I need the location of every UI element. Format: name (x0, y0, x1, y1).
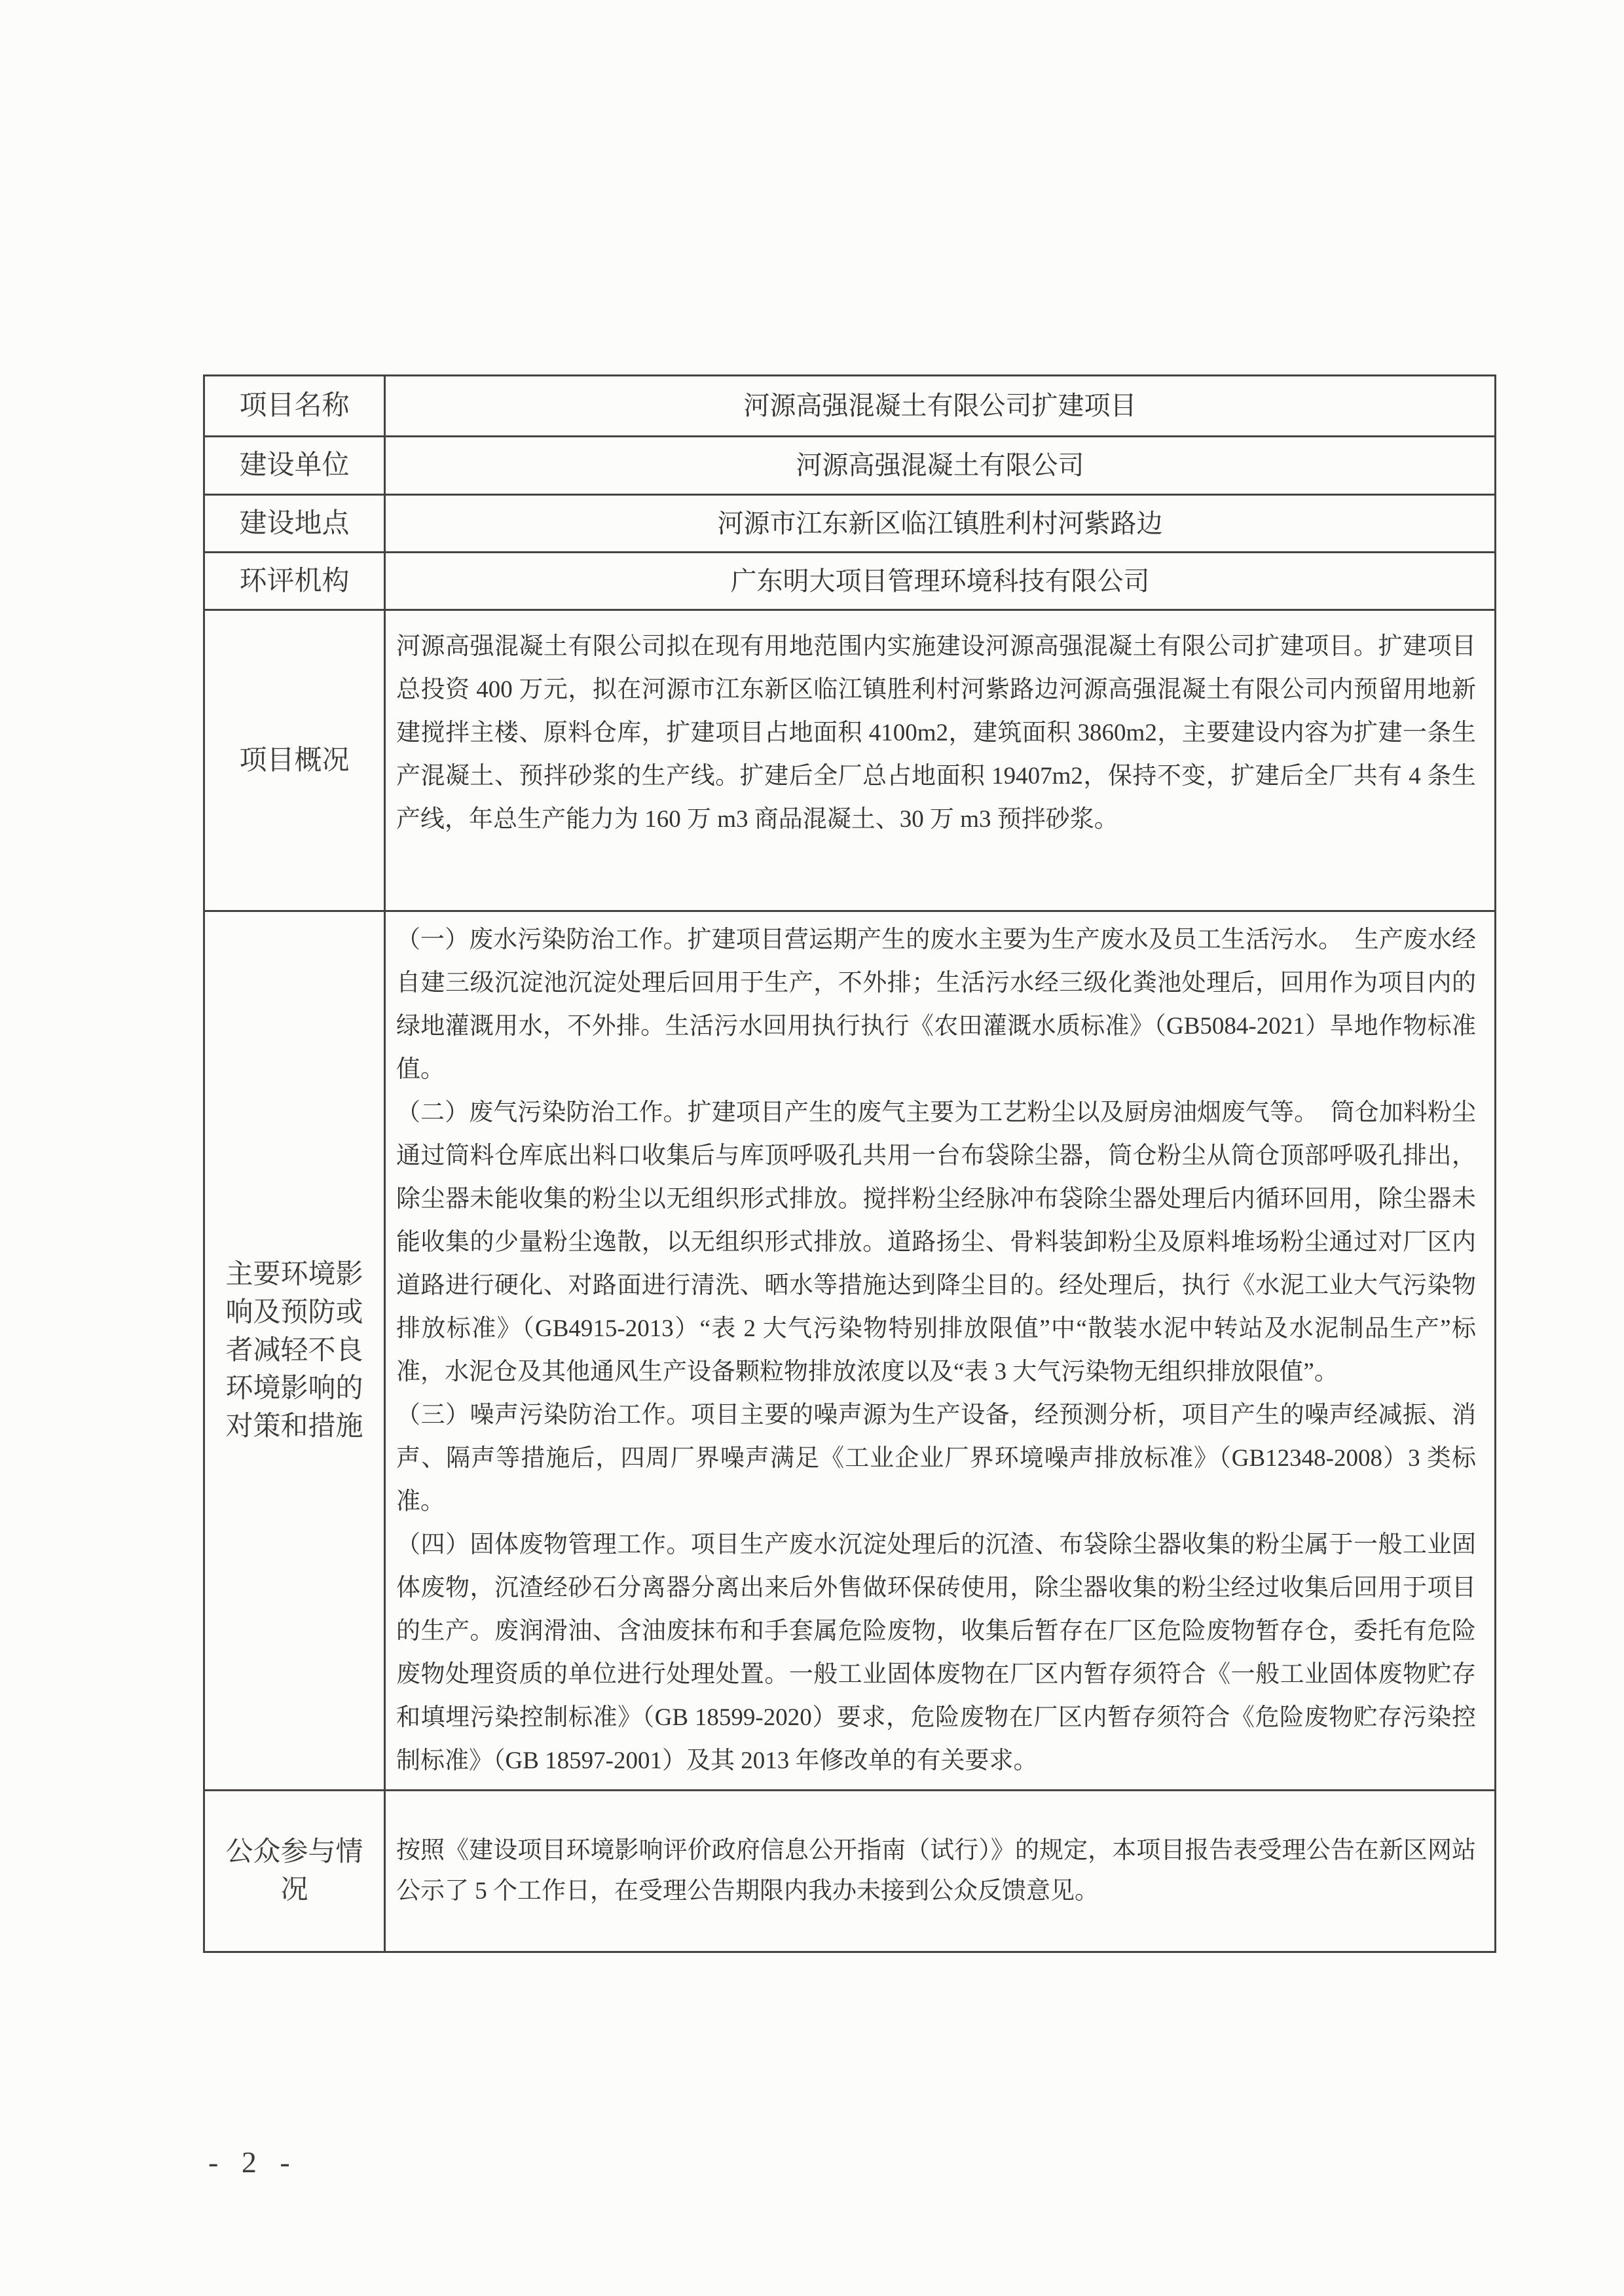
page-number: - 2 - (208, 2145, 298, 2179)
row-label-environment-measures: 主要环境影响及预防或者减轻不良环境影响的对策和措施 (204, 911, 385, 1791)
row-label-construction-site: 建设地点 (204, 495, 385, 553)
table-row-public-participation (204, 1791, 1496, 1952)
environment-measures-text (385, 911, 1496, 1791)
measure-paragraph-wastewater: （一）废水污染防治工作。扩建项目营运期产生的废水主要为生产废水及员工生活污水。 生产废水经自建三级沉淀池沉淀处理后回用于生产，不外排；生活污水经三级化粪池处理后，回用作为项目内的绿地灌溉用水，不外排。生活污水回用执行执行《农田灌溉水质标准》（GB5084-2021）旱地作物标准值。 (396, 926, 1476, 1083)
row-label-project-overview: 项目概况 (204, 610, 385, 911)
row-value-project-name: 河源高强混凝土有限公司扩建项目 (385, 376, 1496, 437)
row-label-public-participation: 公众参与情况 (204, 1791, 385, 1952)
row-value-construction-site: 河源市江东新区临江镇胜利村河紫路边 (385, 495, 1496, 553)
row-label-project-name: 项目名称 (204, 376, 385, 437)
table-row-construction-unit (204, 437, 1496, 495)
measure-paragraph-solid-waste: （四）固体废物管理工作。项目生产废水沉淀处理后的沉渣、布袋除尘器收集的粉尘属于一般工业固体废物，沉渣经砂石分离器分离出来后外售做环保砖使用，除尘器收集的粉尘经过收集后回用于项目的生产。废润滑油、含油废抹布和手套属危险废物，收集后暂存在厂区危险废物暂存仓，委托有危险废物处理资质的单位进行处理处置。一般工业固体废物在厂区内暂存须符合《一般工业固体废物贮存和填埋污染控制标准》（GB 18599-2020）要求，危险废物在厂区内暂存须符合《危险废物贮存污染控制标准》（GB 18597-2001）及其 2013 年修改单的有关要求。 (396, 1531, 1476, 1774)
measure-paragraph-exhaust-gas: （二）废气污染防治工作。扩建项目产生的废气主要为工艺粉尘以及厨房油烟废气等。 筒仓加料粉尘通过筒料仓库底出料口收集后与库顶呼吸孔共用一台布袋除尘器，筒仓粉尘从筒仓顶部呼吸孔排出，除尘器未能收集的粉尘以无组织形式排放。搅拌粉尘经脉冲布袋除尘器处理后内循环回用，除尘器未能收集的少量粉尘逸散，以无组织形式排放。道路扬尘、骨料装卸粉尘及原料堆场粉尘通过对厂区内道路进行硬化、对路面进行清洗、晒水等措施达到降尘目的。经处理后，执行《水泥工业大气污染物排放标准》（GB4915-2013）“表 2 大气污染物特别排放限值”中“散装水泥中转站及水泥制品生产”标准，水泥仓及其他通风生产设备颗粒物排放浓度以及“表 3 大气污染物无组织排放限值”。 (396, 1099, 1476, 1385)
row-label-construction-unit: 建设单位 (204, 437, 385, 495)
table-row-construction-site (204, 495, 1496, 553)
eia-form-table (203, 374, 1496, 1953)
public-participation-text: 按照《建设项目环境影响评价政府信息公开指南（试行）》的规定，本项目报告表受理公告在新区网站公示了 5 个工作日，在受理公告期限内我办未接到公众反馈意见。 (385, 1791, 1496, 1952)
table-row-project-overview (204, 610, 1496, 911)
table-row-environment-measures (204, 911, 1496, 1791)
project-overview-text: 河源高强混凝土有限公司拟在现有用地范围内实施建设河源高强混凝土有限公司扩建项目。扩建项目总投资 400 万元，拟在河源市江东新区临江镇胜利村河紫路边河源高强混凝土有限公司内预留用地新建搅拌主楼、原料仓库，扩建项目占地面积 4100m2，建筑面积 3860m2，主要建设内容为扩建一条生产混凝土、预拌砂浆的生产线。扩建后全厂总占地面积 19407m2，保持不变，扩建后全厂共有 4 条生产线，年总生产能力为 160 万 m3 商品混凝土、30 万 m3 预拌砂浆。 (385, 610, 1496, 911)
row-value-construction-unit: 河源高强混凝土有限公司 (385, 437, 1496, 495)
table-row-eia-agency (204, 553, 1496, 610)
measure-paragraph-noise: （三）噪声污染防治工作。项目主要的噪声源为生产设备，经预测分析，项目产生的噪声经减振、消声、隔声等措施后，四周厂界噪声满足《工业企业厂界环境噪声排放标准》（GB12348-2008）3 类标准。 (396, 1402, 1476, 1515)
row-value-eia-agency: 广东明大项目管理环境科技有限公司 (385, 553, 1496, 610)
table-row-project-name (204, 376, 1496, 437)
row-label-eia-agency: 环评机构 (204, 553, 385, 610)
